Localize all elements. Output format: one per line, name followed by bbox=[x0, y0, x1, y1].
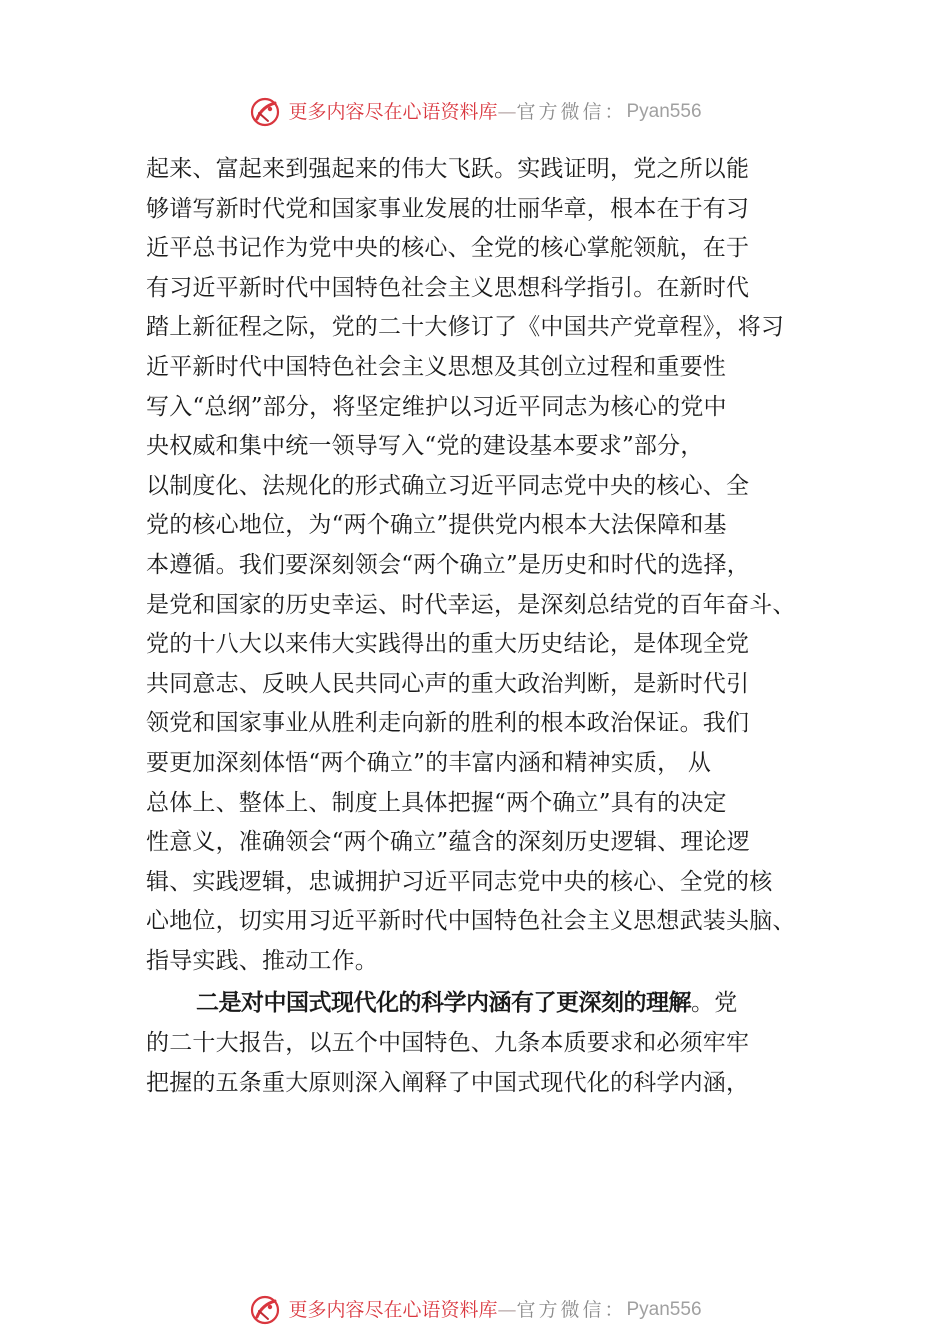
watermark-text bbox=[288, 1298, 701, 1322]
text-line: 心地位，切实用习近平新时代中国特色社会主义思想武装头脑、 bbox=[146, 908, 796, 935]
text-line: 把握的五条重大原则深入阐释了中国式现代化的科学内涵， bbox=[146, 1069, 750, 1096]
text-line: 本遵循。我们要深刻领会“两个确立”是历史和时代的选择， bbox=[146, 551, 750, 578]
watermark-main: 更多内容尽在心语资料库 bbox=[288, 101, 498, 123]
text-line: 踏上新征程之际，党的二十大修订了《中国共产党章程》，将习 bbox=[146, 314, 785, 341]
text-line: 有习近平新时代中国特色社会主义思想科学指引。在新时代 bbox=[146, 274, 750, 301]
text-line: 辑、实践逻辑，忠诚拥护习近平同志党中央的核心、全党的核 bbox=[146, 868, 773, 895]
text-line: 是党和国家的历史幸运、时代幸运，是深刻总结党的百年奋斗、 bbox=[146, 591, 796, 618]
watermark-main: 更多内容尽在心语资料库 bbox=[288, 1299, 498, 1321]
text-line: 够谱写新时代党和国家事业发展的壮丽华章，根本在于有习 bbox=[146, 195, 750, 222]
text-line: 指导实践、推动工作。 bbox=[146, 947, 378, 974]
paragraph-1 bbox=[146, 150, 846, 981]
text-line: 共同意志、反映人民共同心声的重大政治判断，是新时代引 bbox=[146, 670, 750, 697]
paragraph-2-first-rest: 。党 bbox=[691, 990, 738, 1017]
text-line: 党的十八大以来伟大实践得出的重大历史结论，是体现全党 bbox=[146, 631, 750, 658]
watermark-wechat-id: Pyan556 bbox=[626, 101, 702, 122]
watermark-separator: — bbox=[497, 1299, 517, 1321]
header-watermark bbox=[0, 92, 950, 132]
watermark-wechat-label: 官方微信： bbox=[516, 1299, 627, 1321]
text-line: 央权威和集中统一领导写入“党的建设基本要求”部分， bbox=[146, 433, 704, 460]
brush-seal-icon bbox=[248, 1293, 282, 1327]
text-line: 起来、富起来到强起来的伟大飞跃。实践证明，党之所以能 bbox=[146, 156, 750, 182]
watermark-separator: — bbox=[497, 101, 517, 123]
text-line: 近平总书记作为党中央的核心、全党的核心掌舵领航，在于 bbox=[146, 235, 750, 262]
document-body bbox=[146, 150, 846, 1103]
text-line: 性意义，准确领会“两个确立”蕴含的深刻历史逻辑、理论逻 bbox=[146, 829, 750, 856]
text-line: 近平新时代中国特色社会主义思想及其创立过程和重要性 bbox=[146, 353, 726, 380]
text-line: 领党和国家事业从胜利走向新的胜利的根本政治保证。我们 bbox=[146, 710, 750, 737]
brush-seal-icon bbox=[248, 95, 282, 129]
text-line: 的二十大报告，以五个中国特色、九条本质要求和必须牢牢 bbox=[146, 1030, 750, 1057]
watermark-wechat-id: Pyan556 bbox=[626, 1299, 702, 1320]
watermark-wechat-label: 官方微信： bbox=[516, 101, 627, 123]
paragraph-2 bbox=[146, 984, 846, 1103]
text-line: 写入“总纲”部分，将坚定维护以习近平同志为核心的党中 bbox=[146, 393, 727, 420]
text-line: 要更加深刻体悟“两个确立”的丰富内涵和精神实质， 从 bbox=[146, 749, 712, 776]
text-line: 党的核心地位，为“两个确立”提供党内根本大法保障和基 bbox=[146, 512, 727, 539]
text-line: 总体上、整体上、制度上具体把握“两个确立”具有的决定 bbox=[146, 789, 727, 816]
watermark-text bbox=[288, 100, 701, 124]
paragraph-2-first-line bbox=[146, 984, 846, 1024]
paragraph-2-heading: 二是对中国式现代化的科学内涵有了更深刻的理解 bbox=[196, 990, 691, 1017]
text-line: 以制度化、法规化的形式确立习近平同志党中央的核心、全 bbox=[146, 472, 750, 499]
footer-watermark bbox=[0, 1290, 950, 1330]
